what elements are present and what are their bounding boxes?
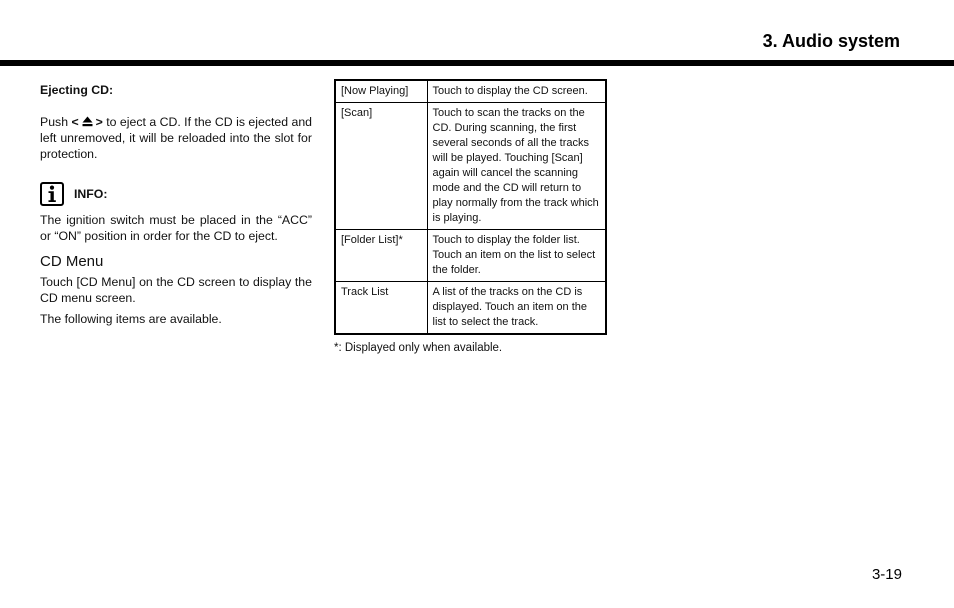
header-rule — [0, 60, 954, 66]
table-cell-item: Track List — [335, 282, 427, 335]
table-row — [335, 80, 606, 103]
cd-menu-title: CD Menu — [40, 253, 104, 270]
info-icon — [40, 182, 64, 206]
cd-menu-table — [334, 79, 607, 335]
push-label: Push — [40, 115, 69, 129]
table-cell-item: [Folder List]* — [335, 230, 427, 282]
info-label: INFO: — [74, 187, 108, 201]
page-number: 3-19 — [871, 566, 902, 583]
ejecting-cd-paragraph — [40, 114, 312, 162]
table-footnote: *: Displayed only when available. — [334, 342, 503, 354]
ejecting-cd-heading: Ejecting CD: — [40, 83, 114, 97]
page-header-title: 3. Audio system — [762, 31, 900, 51]
table-cell-action: Touch to display the folder list. Touch an item on the list to select the folder. — [427, 230, 606, 282]
table-row — [335, 103, 606, 230]
cd-menu-available-text: The following items are available. — [40, 312, 222, 326]
table-cell-action: Touch to display the CD screen. — [427, 80, 606, 103]
table-cell-action: A list of the tracks on the CD is displayed. Touch an item on the list to select the track. — [427, 282, 606, 335]
table-row — [335, 282, 606, 335]
info-block-header — [40, 182, 312, 206]
table-cell-item: [Now Playing] — [335, 80, 427, 103]
table-row — [335, 230, 606, 282]
table-cell-item: [Scan] — [335, 103, 427, 230]
key-close-bracket: > — [95, 115, 103, 129]
cd-menu-table-wrap — [334, 79, 607, 335]
table-cell-action: Touch to scan the tracks on the CD. During scanning, the first several seconds of all the tracks will be played. Touching [Scan] again will cancel the scanning mode and the CD will return to play normally from the track which is playing. — [427, 103, 606, 230]
info-text: The ignition switch must be placed in the “ACC” or “ON” position in order for the CD to eject. — [40, 213, 312, 243]
key-open-bracket: < — [71, 115, 79, 129]
eject-key — [71, 114, 102, 130]
cd-menu-text: Touch [CD Menu] on the CD screen to display the CD menu screen. — [40, 275, 312, 305]
eject-icon — [82, 116, 93, 127]
left-column — [40, 82, 312, 327]
ejecting-cd-text: to eject a CD. If the CD is ejected and left unremoved, it will be reloaded into the slot for protection. — [40, 115, 312, 161]
